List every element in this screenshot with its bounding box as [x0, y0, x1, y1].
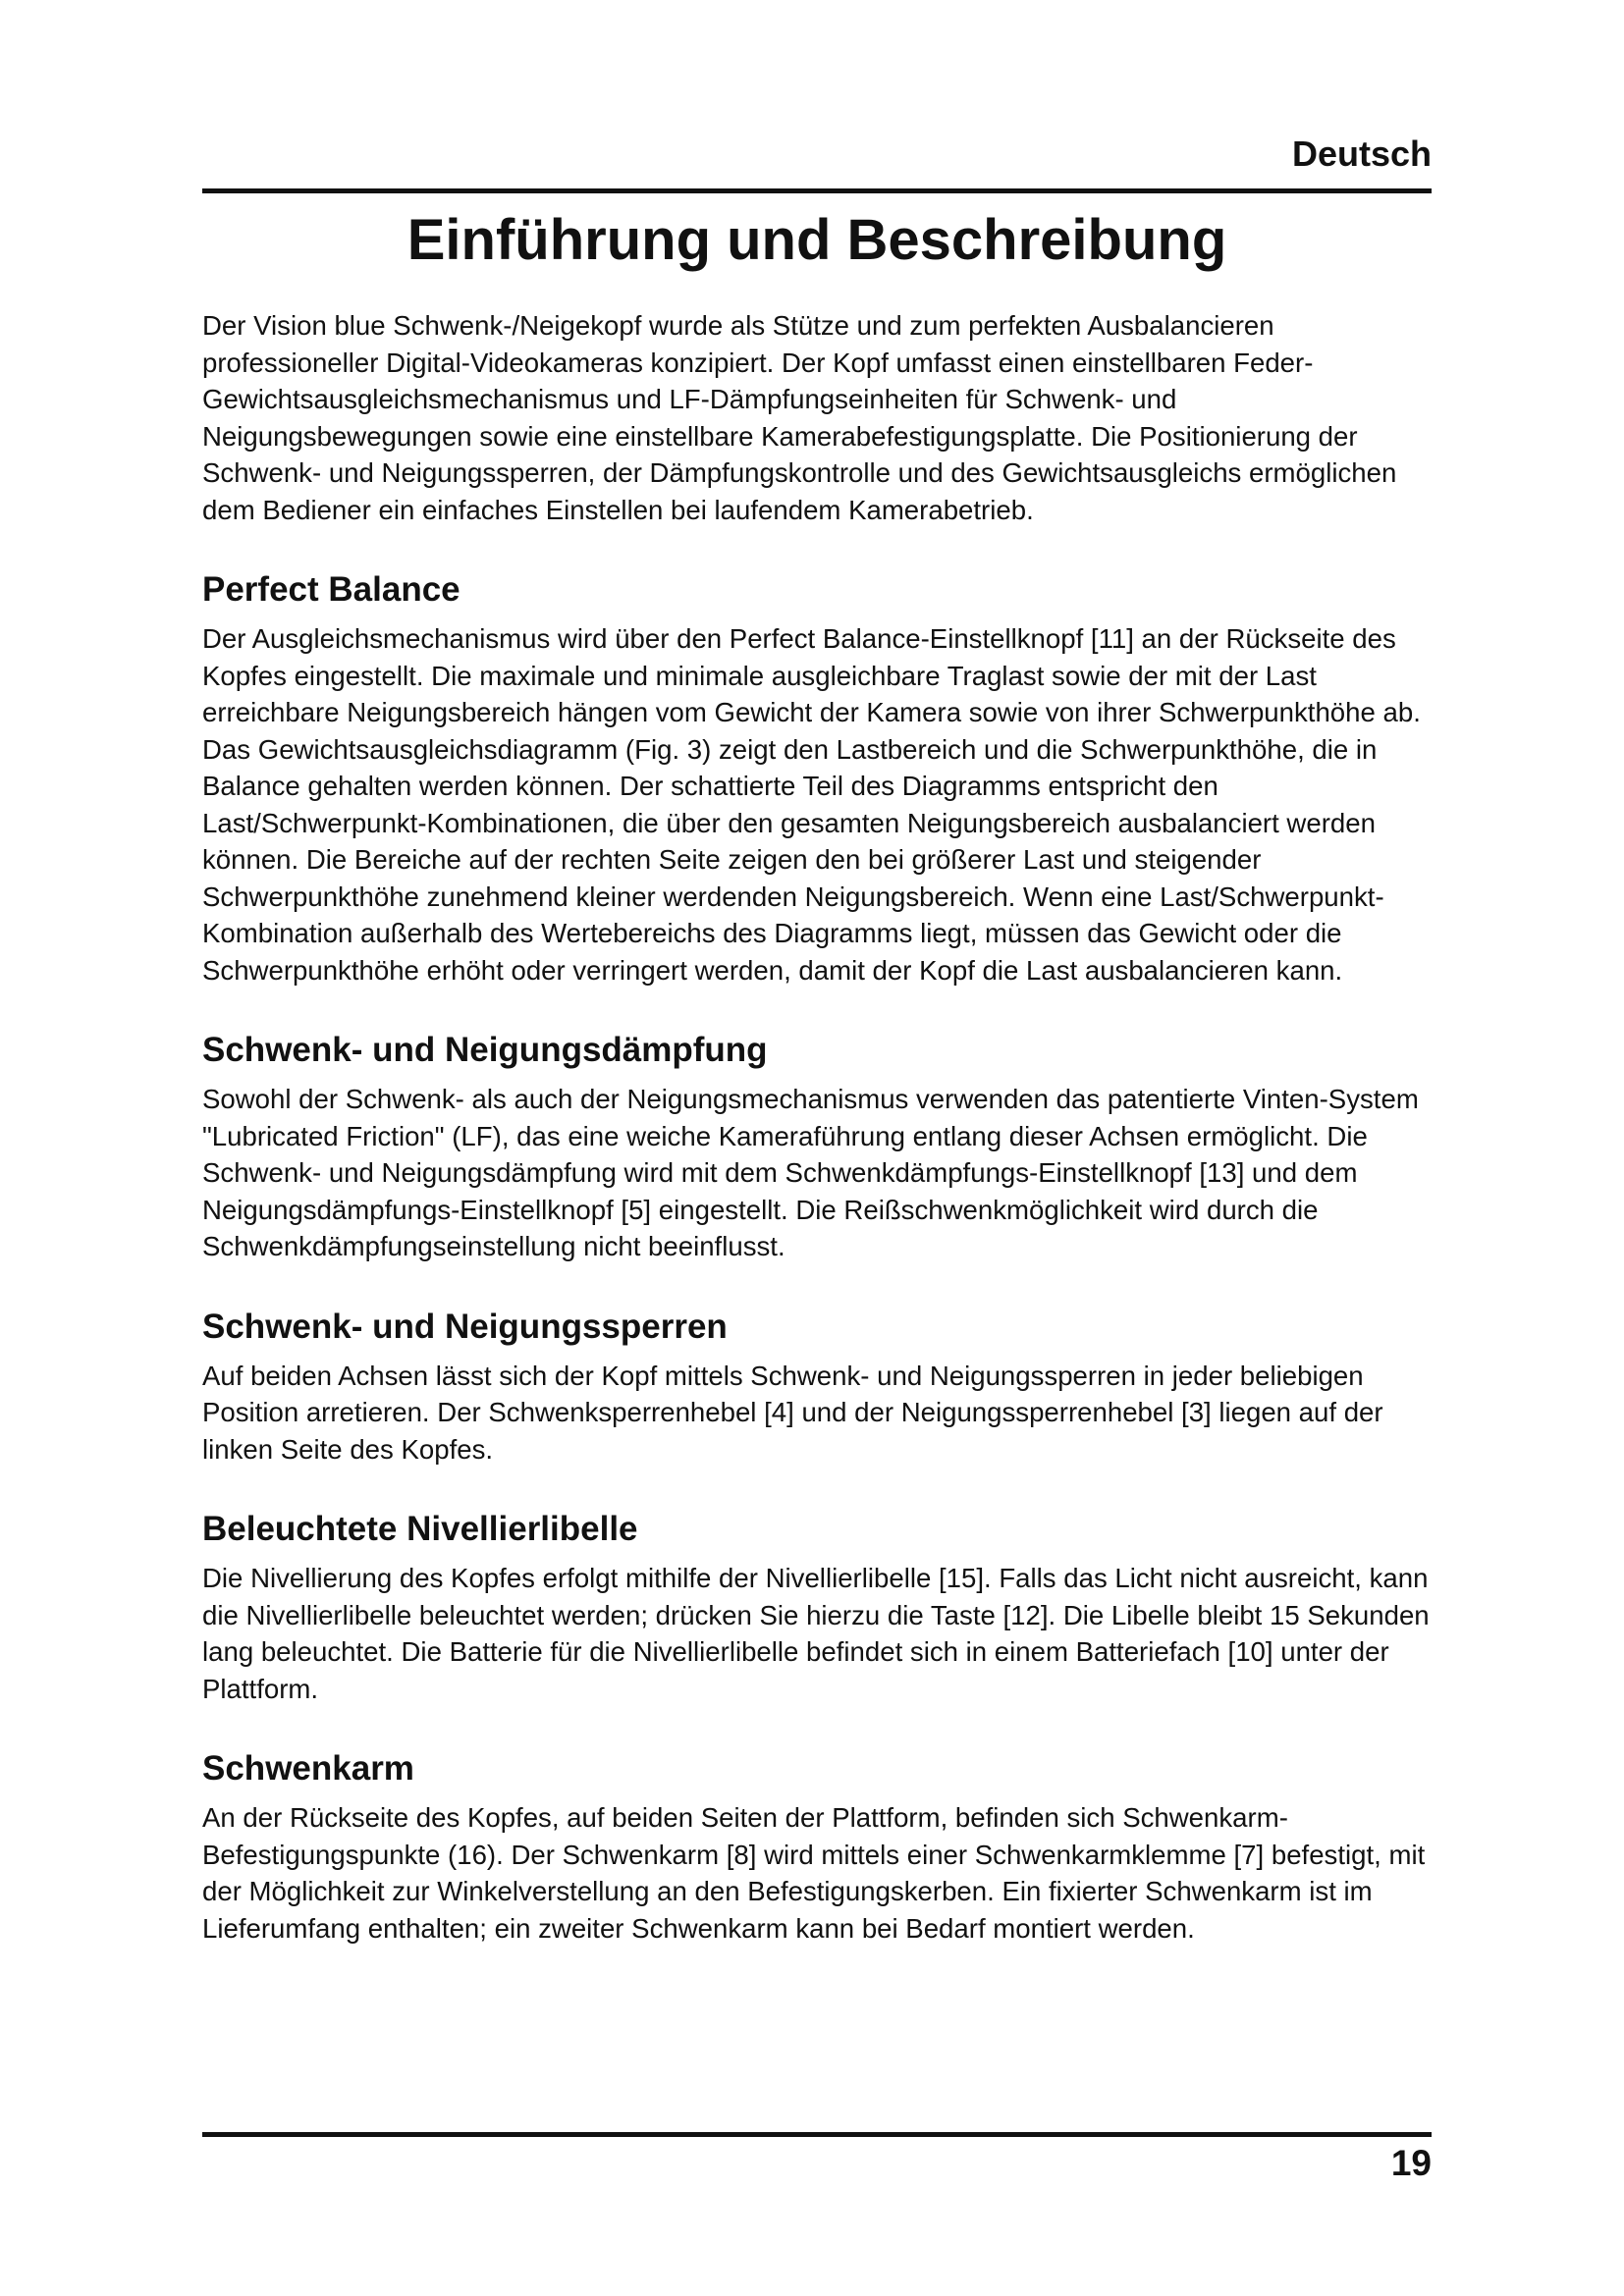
section-schwenk-neigungsdaempfung — [202, 1030, 1432, 1265]
manual-page — [202, 0, 1432, 2296]
page-number: 19 — [1390, 2143, 1432, 2183]
section-text: Die Nivellierung des Kopfes erfolgt mithilfe der Nivellierlibelle [15]. Falls das Licht nicht ausreicht, kann die Nivellierlibelle beleuchtet werden; drücken Sie hierzu die Taste [12]. Die Libelle bleibt 15 Sekunden lang beleuchtet. Die Batterie für die Nivellierlibelle befindet sich in einem Batteriefach [10] unter der Plattform. — [202, 1563, 1430, 1704]
page-content — [202, 307, 1432, 1947]
section-heading: Beleuchtete Nivellierlibelle — [202, 1510, 638, 1548]
language-label: Deutsch — [1291, 133, 1432, 174]
page-title: Einführung und Beschreibung — [406, 208, 1227, 272]
section-text: Auf beiden Achsen lässt sich der Kopf mittels Schwenk- und Neigungssperren in jeder beliebigen Position arretieren. Der Schwenksperrenhebel [4] und der Neigungssperrenhebel [3] liegen auf der linken Seite des Kopfes. — [202, 1360, 1383, 1465]
section-heading: Schwenk- und Neigungssperren — [202, 1307, 728, 1346]
section-beleuchtete-nivellierlibelle — [202, 1509, 1432, 1707]
section-text: Sowohl der Schwenk- als auch der Neigungsmechanismus verwenden das patentierte Vinten-System "Lubricated Friction" (LF), das eine weiche Kameraführung entlang dieser Achsen ermöglicht. Die Schwenk- und Neigungsdämpfung wird mit dem Schwenkdämpfungs-Einstellknopf [13] und dem Neigungsdämpfungs-Einstellknopf [5] eingestellt. Die Reißschwenkmöglichkeit wird durch die Schwenkdämpfungseinstellung nicht beeinflusst. — [202, 1084, 1419, 1261]
section-text: Der Ausgleichsmechanismus wird über den Perfect Balance-Einstellknopf [11] an der Rückseite des Kopfes eingestellt. Die maximale und minimale ausgleichbare Traglast sowie der mit der Last erreichbare Neigungsbereich hängen vom Gewicht der Kamera sowie von ihrer Schwerpunkthöhe ab. Das Gewichtsausgleichsdiagramm (Fig. 3) zeigt den Lastbereich und die Schwerpunkthöhe, die in Balance gehalten werden können. Der schattierte Teil des Diagramms entspricht den Last/Schwerpunkt-Kombinationen, die über den gesamten Neigungsbereich ausbalanciert werden können. Die Bereiche auf der rechten Seite zeigen den bei größerer Last und steigender Schwerpunkthöhe zunehmend kleiner werdenden Neigungsbereich. Wenn eine Last/Schwerpunkt-Kombination außerhalb des Wertebereichs des Diagramms liegt, müssen das Gewicht oder die Schwerpunkthöhe erhöht oder verringert werden, damit der Kopf die Last ausbalancieren kann. — [202, 623, 1421, 986]
section-schwenkarm — [202, 1748, 1432, 1947]
section-schwenk-neigungssperren — [202, 1307, 1432, 1468]
section-heading: Schwenk- und Neigungsdämpfung — [202, 1031, 768, 1069]
section-text: An der Rückseite des Kopfes, auf beiden Seiten der Plattform, befinden sich Schwenkarm-Befestigungspunkte (16). Der Schwenkarm [8] wird mittels einer Schwenkarmklemme [7] befestigt, mit der Möglichkeit zur Winkelverstellung an den Befestigungskerben. Ein fixierter Schwenkarm ist im Lieferumfang enthalten; ein zweiter Schwenkarm kann bei Bedarf montiert werden. — [202, 1802, 1426, 1944]
section-heading: Schwenkarm — [202, 1749, 414, 1788]
header-rule — [202, 188, 1432, 193]
intro-paragraph: Der Vision blue Schwenk-/Neigekopf wurde als Stütze und zum perfekten Ausbalancieren professioneller Digital-Videokameras konzipiert. Der Kopf umfasst einen einstellbaren Feder-Gewichtsausgleichsmechanismus und LF-Dämpfungseinheiten für Schwenk- und Neigungsbewegungen sowie eine einstellbare Kamerabefestigungsplatte. Die Positionierung der Schwenk- und Neigungssperren, der Dämpfungskontrolle und des Gewichtsausgleichs ermöglichen dem Bediener ein einfaches Einstellen bei laufendem Kamerabetrieb. — [202, 310, 1397, 525]
section-heading: Perfect Balance — [202, 570, 460, 609]
footer-rule — [202, 2132, 1432, 2137]
section-perfect-balance — [202, 569, 1432, 988]
